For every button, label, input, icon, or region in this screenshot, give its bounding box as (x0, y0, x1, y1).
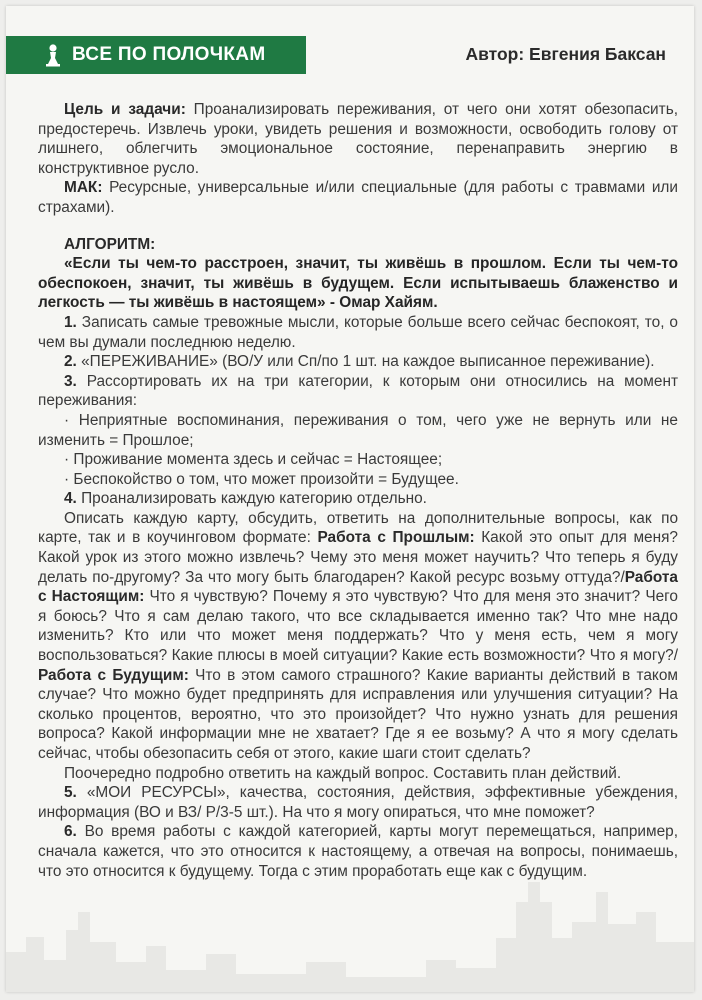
step-number: 1. (64, 313, 77, 331)
bullet-present: · Проживание момента здесь и сейчас = Настоящее; (64, 451, 443, 469)
future-label: Работа с Будущим: (38, 666, 189, 684)
past-label: Работа с Прошлым: (317, 529, 475, 547)
step-text: Записать самые тревожные мысли, которые больше всего сейчас беспокоят, то, о чем вы думали последнюю неделю. (38, 313, 678, 351)
past-questions: Какой это опыт для меня? Какой урок из этого можно извлечь? Чему это меня может научить? Что теперь я буду делать по-другому? За что могу быть благодарен? Какой ресурс возьму оттуда?/ (38, 529, 678, 586)
algorithm-heading: АЛГОРИТМ: (64, 235, 156, 253)
goal-paragraph (38, 100, 678, 178)
step-number: 2. (64, 353, 77, 371)
instruction-card (6, 6, 694, 992)
goal-label: Цель и задачи: (64, 101, 186, 118)
present-questions: Что я чувствую? Почему я это чувствую? Что для меня это значит? Чего я боюсь? Что я сам делаю такого, что все складывается именно так? Что мне надо изменить? Кто или что может меня поддержать? Что у меня есть, чем я могу воспользоваться? Какие плюсы в моей ситуации? Какие есть возможности? Что я могу?/ (38, 588, 678, 665)
step-4 (38, 489, 678, 509)
pawn-icon (42, 43, 64, 67)
bullet-past: · Неприятные воспоминания, переживания о том, чего уже не вернуть или не изменить = Прошлое; (38, 411, 678, 449)
step-6 (38, 822, 678, 881)
step-number: 4. (64, 490, 77, 508)
step-5 (38, 783, 678, 822)
step-text: Рассортировать их на три категории, к которым они относились на момент переживания: (38, 372, 678, 410)
goal-text: Проанализировать переживания, от чего они хотят обезопасить, предостеречь. Извлечь уроки, увидеть решения и возможности, освободить голову от лишнего, облегчить эмоциональное состояние, перенаправить энергию в конструктивное русло. (38, 101, 678, 177)
step-3 (38, 372, 678, 411)
plan-paragraph: Поочередно подробно ответить на каждый вопрос. Составить план действий. (64, 764, 622, 782)
present-label: Работа с Настоящим: (38, 568, 678, 606)
step-text: Во время работы с каждой категорией, карты могут перемещаться, например, сначала кажется, что это относится к настоящему, а отвечая на вопросы, понимаешь, что это относится к будущему. Тогда с этим проработать еще как с будущим. (38, 823, 678, 880)
mak-label: МАК: (64, 179, 103, 197)
mak-paragraph (38, 178, 678, 217)
step-number: 6. (64, 823, 77, 841)
mak-text: Ресурсные, универсальные и/или специальные (для работы с травмами или страхами). (38, 179, 678, 216)
bullet-future: · Беспокойство о том, что может произойти = Будущее. (64, 470, 459, 488)
brand-title: ВСЕ ПО ПОЛОЧКАМ (72, 44, 266, 65)
brand-banner (6, 36, 306, 74)
omar-khayyam-quote: «Если ты чем-то расстроен, значит, ты живёшь в прошлом. Если ты чем-то обеспокоен, значит, ты живёшь в будущем. Если испытываешь блаженство и легкость — ты живёшь в настоящем» - Омар Хайям. (38, 255, 678, 312)
step-number: 3. (64, 372, 77, 390)
future-questions: Что в этом самого страшного? Какие варианты действий в таком случае? Что можно будет предпринять для исправления или улучшения ситуации? На сколько процентов, вероятно, что это произойдет? Что нужно узнать для решения вопроса? Какой информации мне не хватает? Где я ее возьму? А что я могу сделать сейчас, чтобы обезопасить себя от этого, какие шаги стоит сделать? (38, 666, 678, 762)
document-body (38, 100, 678, 881)
author-line: Автор: Евгения Баксан (465, 44, 666, 64)
step-number: 5. (64, 784, 77, 802)
questions-paragraph (38, 509, 678, 764)
questions-intro: Описать каждую карту, обсудить, ответить на дополнительные вопросы, как по карте, так и в коучинговом формате: (38, 509, 678, 547)
step-text: «ПЕРЕЖИВАНИЕ» (ВО/У или Сп/по 1 шт. на каждое выписанное переживание). (76, 353, 655, 371)
step-1 (38, 313, 678, 352)
step-text: Проанализировать каждую категорию отдельно. (76, 490, 427, 508)
step-text: «МОИ РЕСУРСЫ», качества, состояния, действия, эффективные убеждения, информация (ВО и ВЗ/ Р/3-5 шт.). На что я могу опираться, что мне поможет? (38, 784, 678, 821)
step-2 (38, 352, 678, 372)
